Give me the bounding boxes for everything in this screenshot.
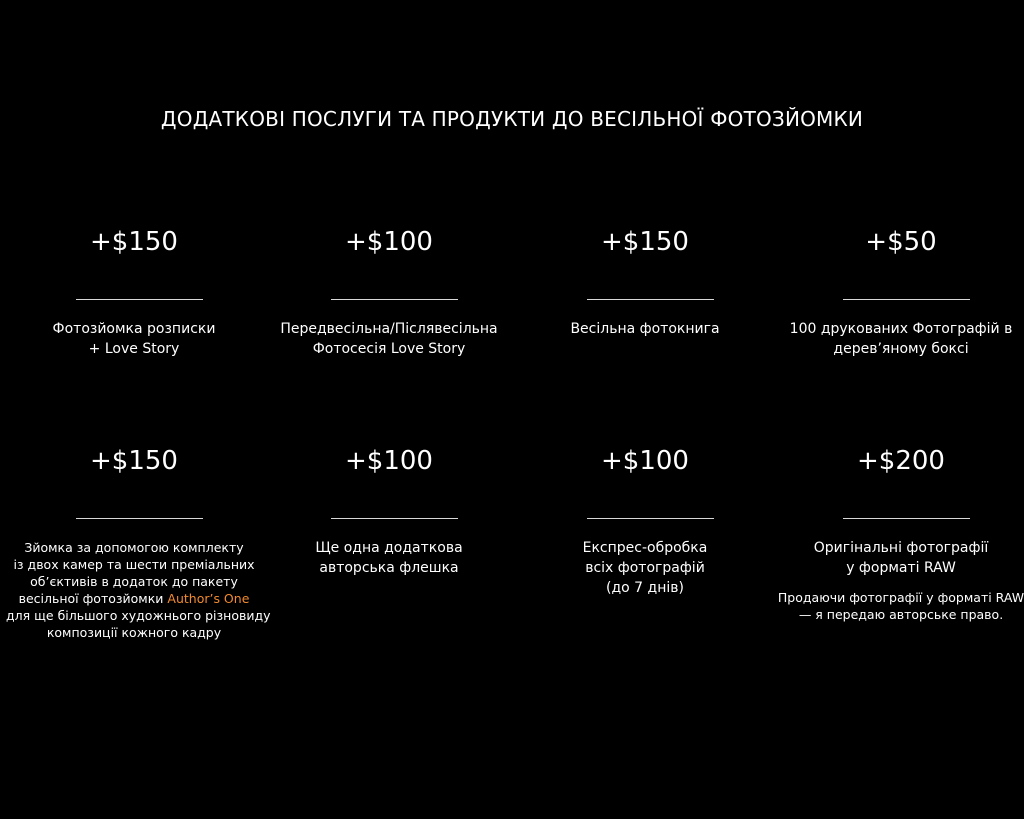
service-description [773, 538, 1024, 578]
service-description-line: із двох камер та шести преміальних [13, 557, 255, 572]
service-price: +$100 [345, 227, 433, 257]
service-description-line: Експрес-обробка [582, 540, 708, 556]
service-price: +$100 [345, 446, 433, 476]
service-description-line: всіх фотографій [585, 560, 705, 576]
service-description-line: Фотозйомка розписки [52, 321, 216, 337]
divider [76, 518, 203, 519]
divider [843, 299, 970, 300]
divider [843, 518, 970, 519]
service-description-line: Передвесільна/Післявесільна [280, 321, 498, 337]
package-name-highlight: Author’s One [167, 591, 250, 606]
service-description-line: Ще одна додаткова [315, 540, 463, 556]
service-description-line: для ще більшого художнього різновиду [6, 608, 271, 623]
service-description-line [6, 590, 262, 607]
service-description-line: Фотосесія Love Story [312, 341, 466, 357]
service-description-line: + Love Story [88, 341, 180, 357]
service-price: +$200 [857, 446, 945, 476]
service-description [773, 319, 1024, 359]
service-description [517, 538, 773, 598]
service-note-line: — я передаю авторське право. [798, 607, 1004, 622]
service-description [6, 539, 271, 641]
service-price: +$50 [865, 227, 937, 257]
service-description-line: об’єктивів в додаток до пакету [30, 574, 238, 589]
service-price: +$100 [601, 446, 689, 476]
divider [331, 299, 458, 300]
service-description-line: дерев’яному боксі [833, 341, 969, 357]
service-price: +$150 [601, 227, 689, 257]
service-description-text: весільної фотозйомки [18, 591, 168, 606]
service-description-line: Весільна фотокнига [570, 321, 720, 337]
service-description-line: (до 7 днів) [606, 580, 684, 596]
service-description-line: Оригінальні фотографії [813, 540, 989, 556]
divider [587, 518, 714, 519]
service-note [773, 589, 1024, 623]
service-description [261, 538, 517, 578]
page-title: ДОДАТКОВІ ПОСЛУГИ ТА ПРОДУКТИ ДО ВЕСІЛЬНОЇ ФОТОЗЙОМКИ [160, 107, 864, 131]
service-description-line: у форматі RAW [846, 560, 956, 576]
service-description [261, 319, 517, 359]
divider [587, 299, 714, 300]
service-note-line: Продаючи фотографії у форматі RAW [777, 590, 1024, 605]
service-price: +$150 [90, 446, 178, 476]
service-description-line: 100 друкованих Фотографій в [789, 321, 1013, 337]
service-description-line: композиції кожного кадру [46, 625, 222, 640]
service-description-line: Зйомка за допомогою комплекту [24, 540, 244, 555]
service-description [517, 319, 773, 339]
service-description [6, 319, 262, 359]
service-price: +$150 [90, 227, 178, 257]
divider [331, 518, 458, 519]
divider [76, 299, 203, 300]
service-description-line: авторська флешка [319, 560, 459, 576]
